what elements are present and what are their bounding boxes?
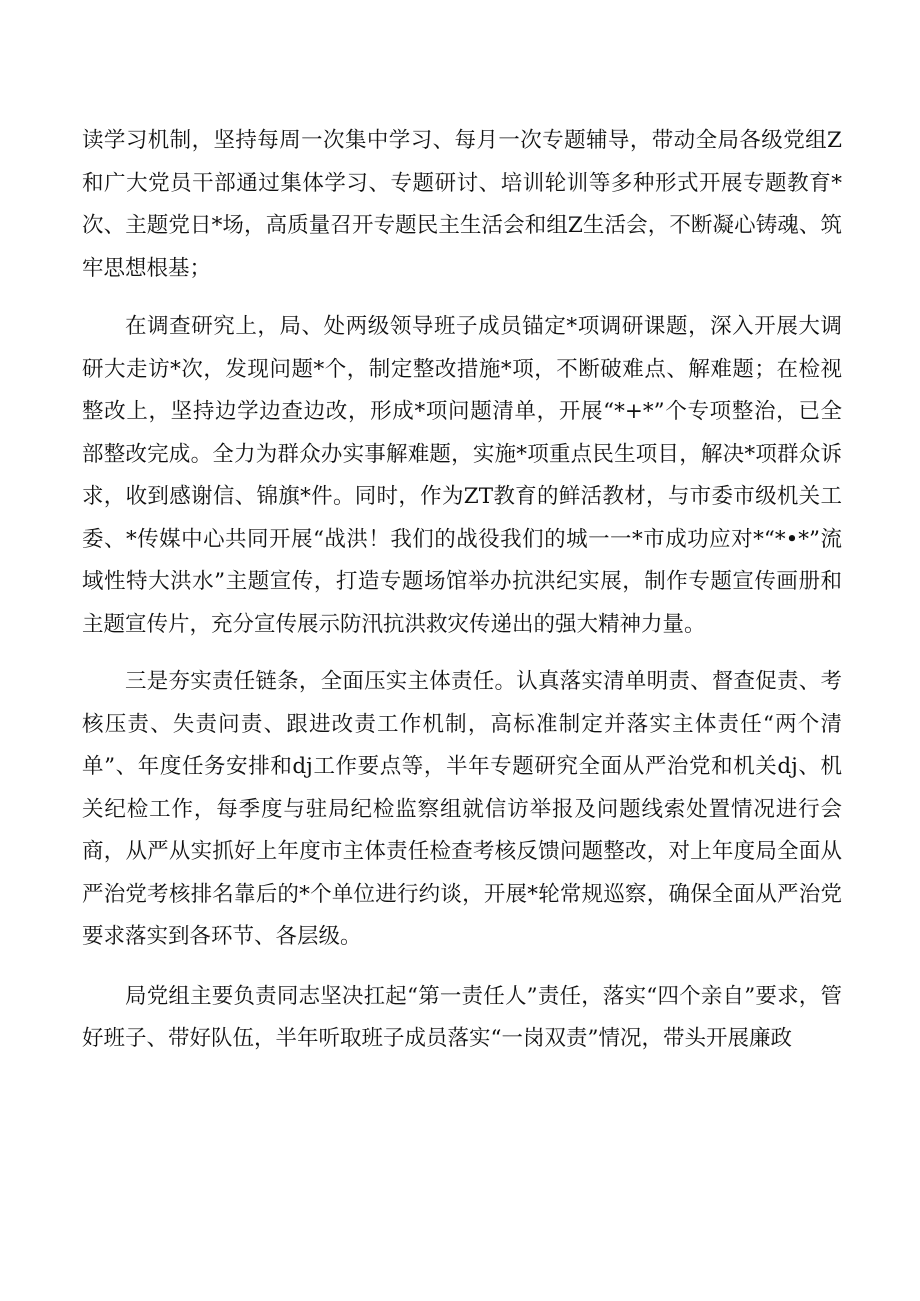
paragraph-responsibility-chain: 三是夯实责任链条，全面压实主体责任。认真落实清单明责、督查促责、考核压责、失责问责、跟进改责工作机制，高标准制定并落实主体责任“两个清单”、年度任务安排和dj工作要点等，半年专题研究全面从严治党和机关dj、机关纪检工作，每季度与驻局纪检监察组就信访举报及问题线索处置情况进行会商，从严从实抓好上年度市主体责任检查考核反馈问题整改，对上年度局全面从严治党考核排名靠后的*个单位进行约谈，开展*轮常规巡察，确保全面从严治党要求落实到各环节、各层级。 [82, 669, 842, 949]
paragraph-continued-study-mechanism: 读学习机制，坚持每周一次集中学习、每月一次专题辅导，带动全局各级党组Z和广大党员干部通过集体学习、专题研讨、培训轮训等多种形式开展专题教育*次、主题党日*场，高质量召开专题民主生活会和组Z生活会，不断凝心铸魂、筑牢思想根基； [82, 128, 842, 281]
paragraph-research-and-rectification: 在调查研究上，局、处两级领导班子成员锚定*项调研课题，深入开展大调研大走访*次，发现问题*个，制定整改措施*项，不断破难点、解难题；在检视整改上，坚持边学边查边改，形成*项问题清单，开展“*+*”个专项整治，已全部整改完成。全力为群众办实事解难题，实施*项重点民生项目，解决*项群众诉求，收到感谢信、锦旗*件。同时，作为ZT教育的鲜活教材，与市委市级机关工委、*传媒中心共同开展“战洪！我们的战役我们的城一一*市成功应对*“*•*”流域性特大洪水”主题宣传，打造专题场馆举办抗洪纪实展，制作专题宣传画册和主题宣传片，充分宣传展示防汛抗洪救灾传递出的强大精神力量。 [82, 314, 842, 637]
document-body [82, 120, 842, 1061]
paragraph-party-leader-responsibility: 局党组主要负责同志坚决扛起“第一责任人”责任，落实“四个亲自”要求，管好班子、带好队伍，半年听取班子成员落实“一岗双责”情况，带头开展廉政 [82, 983, 842, 1051]
